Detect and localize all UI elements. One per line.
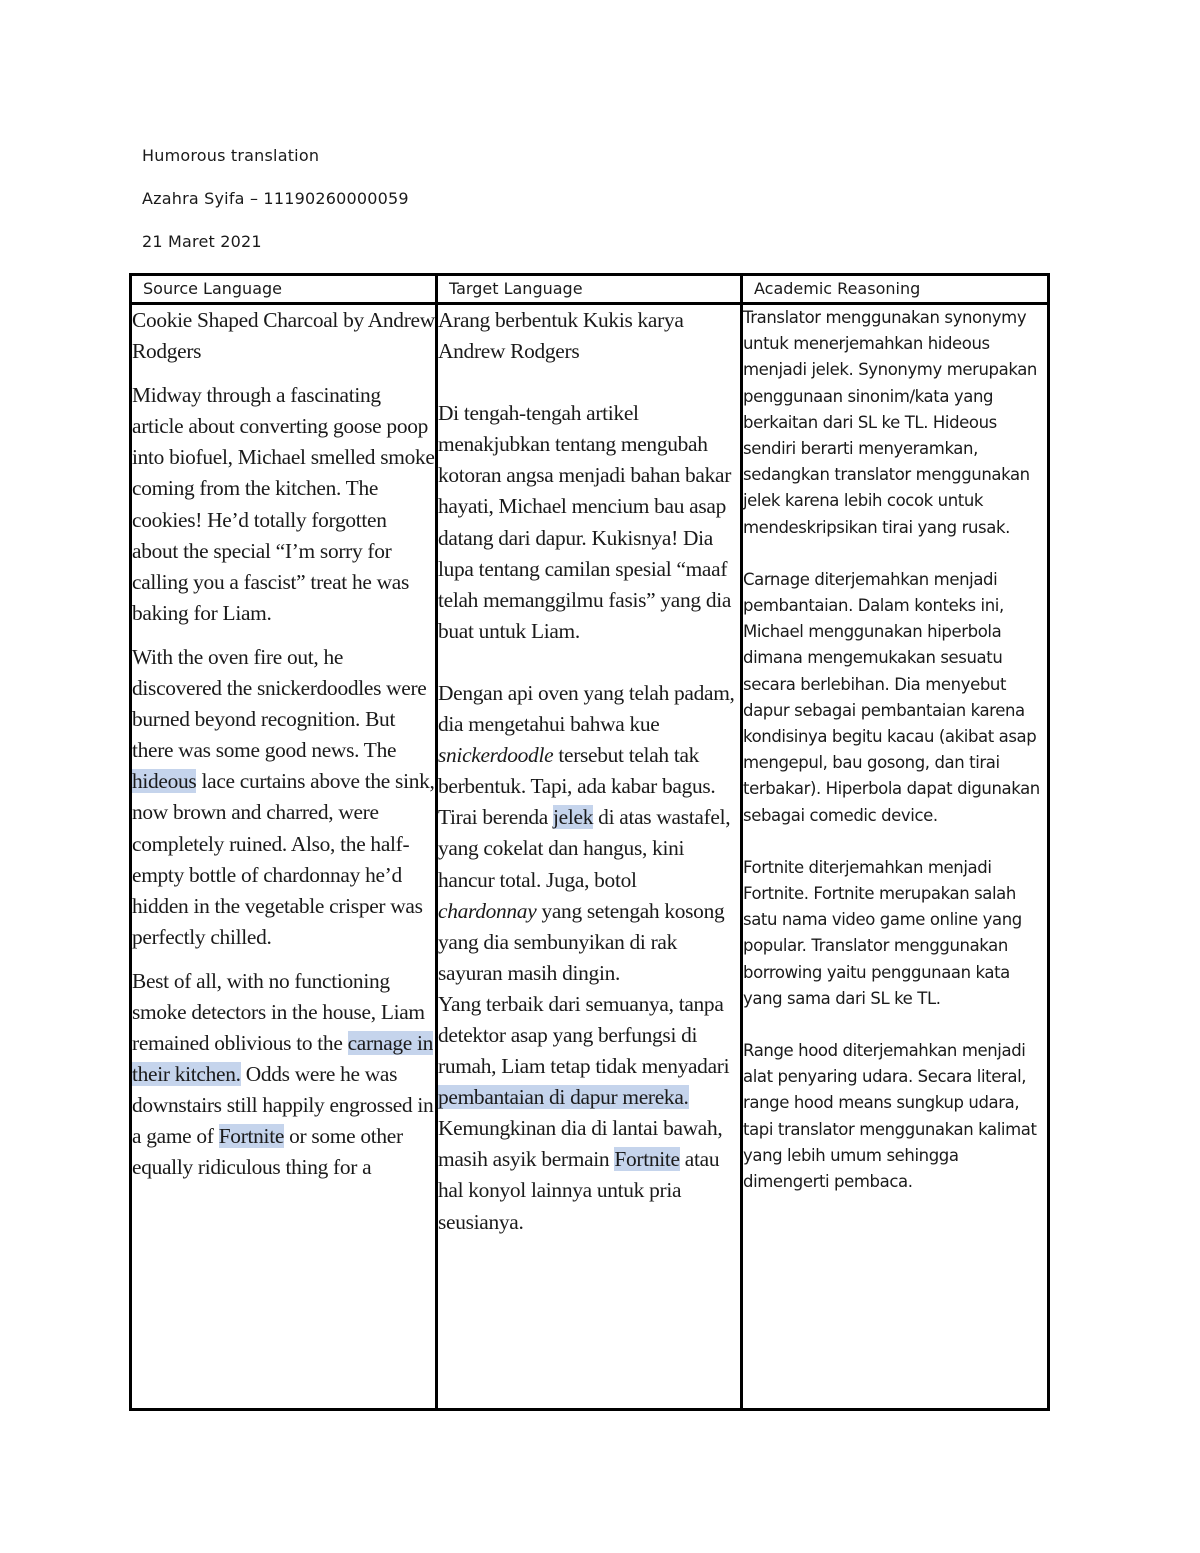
header-academic-reasoning: Academic Reasoning (742, 275, 1049, 304)
source-text: Best of all, with no functioning smoke detectors in the house, Liam remained oblivious to the (132, 968, 425, 1056)
source-paragraph-3 (132, 966, 435, 1184)
source-title: Cookie Shaped Charcoal by Andrew Rodgers (132, 308, 435, 364)
table-header-row (131, 275, 1049, 304)
reasoning-paragraph-2: Carnage diterjemahkan menjadi pembantaian. Dalam konteks ini, Michael menggunakan hiperbola dimana mengemukakan sesuatu secara berlebihan. Dia menyebut dapur sebagai pembantaian karena kondisinya begitu kacau (akibat asap mengepul, bau gosong, dan tirai terbakar). Hiperbola dapat digunakan sebagai comedic device. (743, 569, 1040, 825)
reasoning-paragraph-1: Translator menggunakan synonymy untuk menerjemahkan hideous menjadi jelek. Synonymy merupakan penggunaan sinonim/kata yang berkaitan dari SL ke TL. Hideous sendiri berarti menyeramkan, sedangkan translator menggunakan jelek karena lebih cocok untuk mendeskripsikan tirai yang rusak. (743, 308, 1037, 537)
italic-chardonnay: chardonnay (438, 898, 537, 923)
source-text: or some other equally ridiculous thing for a (132, 1124, 403, 1180)
source-paragraph-2 (132, 642, 435, 953)
reasoning-paragraph-4: Range hood diterjemahkan menjadi alat penyaring udara. Secara literal, range hood means sungkup udara, tapi translator menggunakan kalimat yang lebih umum sehingga dimengerti pembaca. (743, 1041, 1037, 1192)
source-text: Odds were he was downstairs still happily engrossed in a game of (132, 1062, 434, 1149)
highlight-fortnite-target: Fortnite (614, 1147, 680, 1172)
italic-snickerdoodle: snickerdoodle (438, 743, 554, 768)
target-text: atau hal konyol lainnya untuk pria seusianya. (438, 1147, 720, 1234)
document-title: Humorous translation (142, 146, 320, 165)
translation-table (129, 273, 1050, 1411)
target-text: yang setengah kosong yang dia sembunyikan di rak sayuran masih dingin. (438, 898, 725, 985)
target-language-cell (437, 304, 742, 1410)
target-text: Dengan api oven yang telah padam, dia mengetahui bahwa kue (438, 680, 735, 737)
target-paragraph-3 (438, 989, 740, 1238)
table-body-row (131, 304, 1049, 1410)
source-text: With the oven fire out, he discovered the snickerdoodles were burned beyond recognition. But there was some good news. The (132, 644, 427, 763)
target-text: tersebut telah tak berbentuk. Tapi, ada kabar bagus. Tirai berenda (438, 743, 716, 830)
highlight-hideous: hideous (132, 769, 197, 794)
header-source-language: Source Language (131, 275, 437, 304)
highlight-jelek: jelek (553, 805, 594, 830)
source-language-cell (131, 304, 437, 1410)
target-title: Arang berbentuk Kukis karya Andrew Rodgers (438, 308, 684, 364)
source-paragraph-1: Midway through a fascinating article about converting goose poop into biofuel, Michael smelled smoke coming from the kitchen. The cookies! He’d totally forgotten about the special “I’m sorry for calling you a fascist” treat he was baking for Liam. (132, 383, 435, 625)
author-line: Azahra Syifa – 11190260000059 (142, 189, 409, 208)
reasoning-paragraph-3: Fortnite diterjemahkan menjadi Fortnite. Fortnite merupakan salah satu nama video game online yang popular. Translator menggunakan borrowing yaitu penggunaan kata yang sama dari SL ke TL. (743, 857, 1022, 1008)
target-paragraph-1: Di tengah-tengah artikel menakjubkan tentang mengubah kotoran angsa menjadi bahan bakar hayati, Michael mencium bau asap datang dari dapur. Kukisnya! Dia lupa tentang camilan spesial “maaf telah memanggilmu fasis” yang dia buat untuk Liam. (438, 401, 732, 643)
target-text: Yang terbaik dari semuanya, tanpa detektor asap yang berfungsi di rumah, Liam tetap tidak menyadari (438, 991, 730, 1079)
document-date: 21 Maret 2021 (142, 232, 262, 251)
academic-reasoning-cell (742, 304, 1049, 1410)
highlight-fortnite-source: Fortnite (218, 1124, 285, 1149)
source-text: lace curtains above the sink, now brown and charred, were completely ruined. Also, the half-empty bottle of chardonnay he’d hidden in the vegetable crisper was perfectly chilled. (132, 769, 435, 949)
target-text: Kemungkinan dia di lantai bawah, masih asyik bermain (438, 1116, 723, 1172)
header-target-language: Target Language (437, 275, 742, 304)
highlight-carnage: carnage in their kitchen. (132, 1031, 434, 1087)
target-text: di atas wastafel, yang cokelat dan hangus, kini hancur total. Juga, botol (438, 805, 731, 892)
target-paragraph-2 (438, 678, 740, 989)
highlight-pembantaian: pembantaian di dapur mereka. (438, 1085, 689, 1110)
